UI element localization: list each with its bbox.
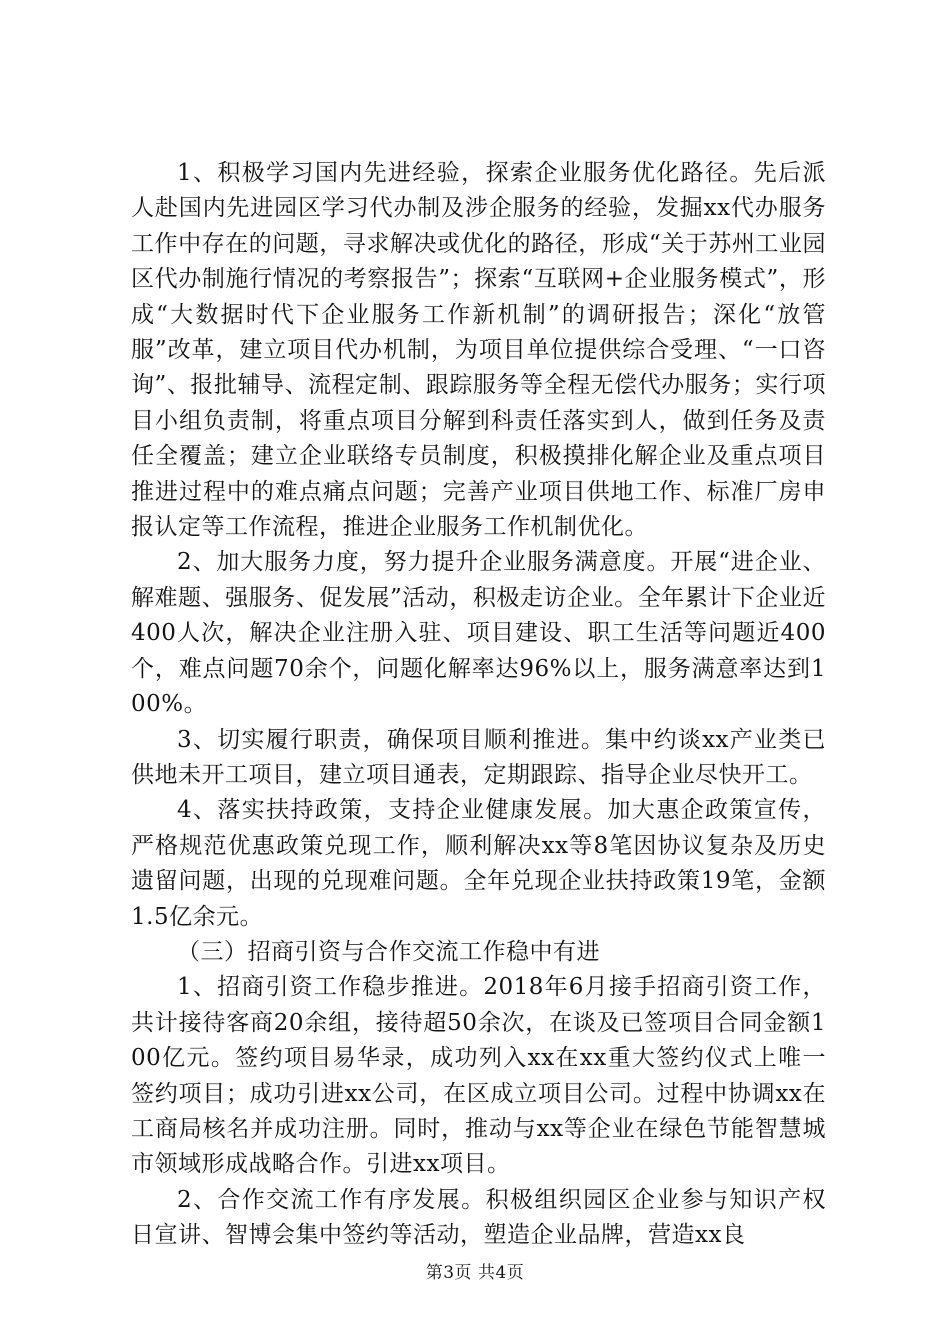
paragraph-service-satisfaction: 2、加大服务力度，努力提升企业服务满意度。开展“进企业、解难题、强服务、促发展”活动，积极走访企业。全年累计下企业近400人次，解决企业注册入驻、项目建设、职工生活等问题近400个，难点问题70余个，问题化解率达96%以上，服务满意率达到100%。 — [131, 549, 826, 718]
paragraph-cooperation-exchange: 2、合作交流工作有序发展。积极组织园区企业参与知识产权日宣讲、智博会集中签约等活动，塑造企业品牌，营造xx良 — [131, 1186, 826, 1249]
page-number-footer: 第3页 共4页 — [425, 1263, 525, 1283]
document-body — [131, 156, 826, 1254]
paragraph-project-progress: 3、切实履行职责，确保项目顺利推进。集中约谈xx产业类已供地未开工项目，建立项目通表，定期跟踪、指导企业尽快开工。 — [131, 726, 826, 788]
paragraph-investment-attraction: 1、招商引资工作稳步推进。2018年6月接手招商引资工作，共计接待客商20余组，接待超50余次，在谈及已签项目合同金额100亿元。签约项目易华录，成功列入xx在xx重大签约仪式上唯一签约项目；成功引进xx公司，在区成立项目公司。过程中协调xx在工商局核名并成功注册。同时，推动与xx等企业在绿色节能智慧城市领域形成战略合作。引进xx项目。 — [131, 974, 826, 1178]
paragraph-service-optimization: 1、积极学习国内先进经验，探索企业服务优化路径。先后派人赴国内先进园区学习代办制及涉企服务的经验，发掘xx代办服务工作中存在的问题，寻求解决或优化的路径，形成“关于苏州工业园区代办制施行情况的考察报告”；探索“互联网+企业服务模式”，形成“大数据时代下企业服务工作新机制”的调研报告；深化“放管服”改革，建立项目代办机制，为项目单位提供综合受理、“一口咨询”、报批辅导、流程定制、跟踪服务等全程无偿代办服务；实行项目小组负责制，将重点项目分解到科责任落实到人，做到任务及责任全覆盖；建立企业联络专员制度，积极摸排化解企业及重点项目推进过程中的难点痛点问题；完善产业项目供地工作、标准厂房申报认定等工作流程，推进企业服务工作机制优化。 — [131, 160, 826, 541]
section-heading-investment: （三）招商引资与合作交流工作稳中有进 — [177, 938, 600, 965]
paragraph-support-policy: 4、落实扶持政策，支持企业健康发展。加大惠企政策宣传，严格规范优惠政策兑现工作，顺利解决xx等8笔因协议复杂及历史遗留问题，出现的兑现难问题。全年兑现企业扶持政策19笔，金额1.5亿余元。 — [131, 797, 826, 930]
